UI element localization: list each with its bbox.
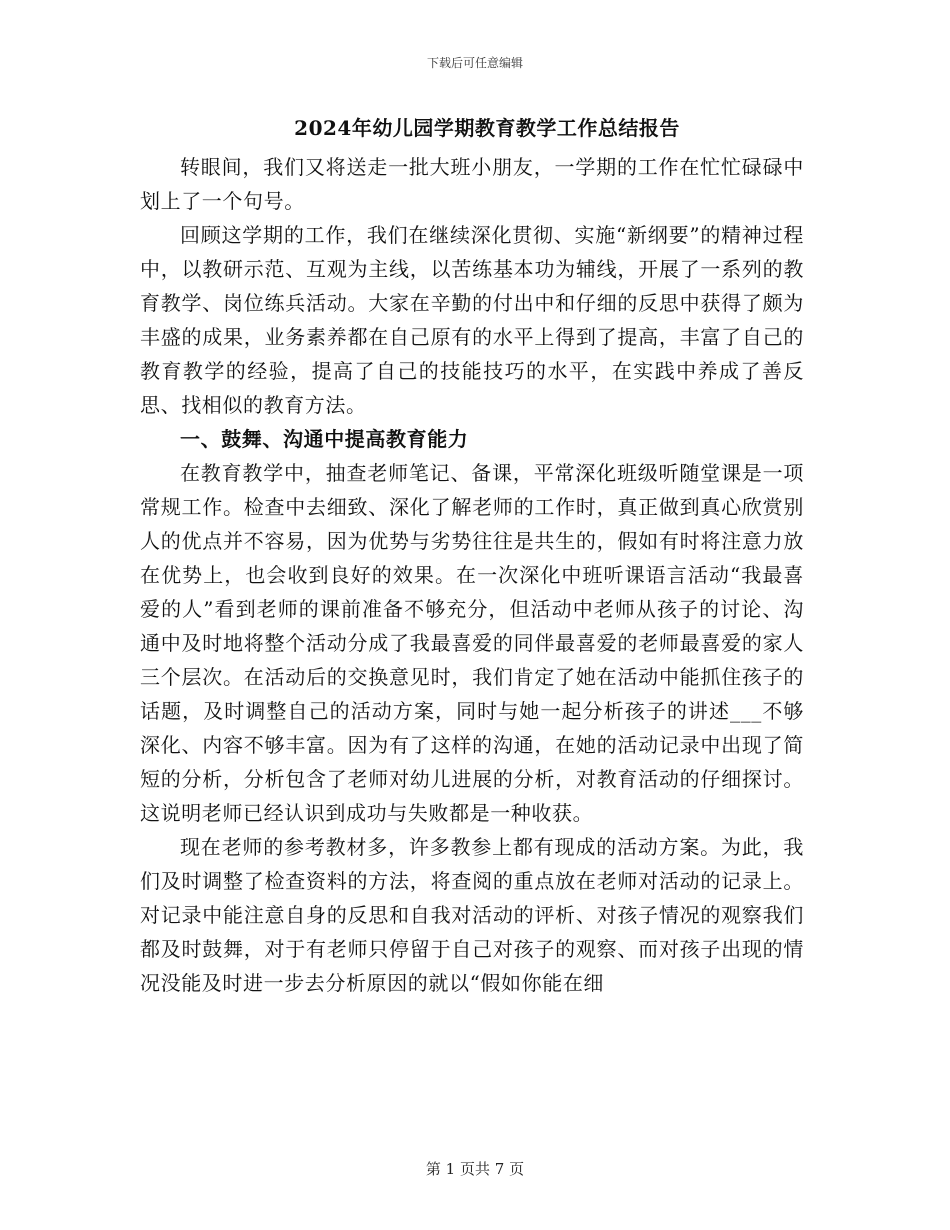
- paragraph-materials: 现在老师的参考教材多，许多教参上都有现成的活动方案。为此，我们及时调整了检查资料的方法，将查阅的重点放在老师对活动的记录上。对记录中能注意自身的反思和自我对活动的评析、对孩子情况的观察我们都及时鼓舞，对于有老师只停留于自己对孩子的观察、而对孩子出现的情况没能及时进一步去分析原因的就以“假如你能在细: [140, 835, 804, 995]
- paragraph-intro: 转眼间，我们又将送走一批大班小朋友，一学期的工作在忙忙碌碌中划上了一个句号。: [140, 155, 804, 213]
- section-heading-1: 一、鼓舞、沟通中提高教育能力: [180, 427, 469, 451]
- document-body: [140, 112, 804, 1000]
- paragraph-review: 回顾这学期的工作，我们在继续深化贯彻、实施“新纲要”的精神过程中，以教研示范、互观为主线，以苦练基本功为辅线，开展了一系列的教育教学、岗位练兵活动。大家在辛勤的付出中和仔细的反思中获得了颇为丰盛的成果，业务素养都在自己原有的水平上得到了提高，丰富了自己的教育教学的经验，提高了自己的技能技巧的水平，在实践中养成了善反思、找相似的教育方法。: [140, 223, 804, 417]
- header-note: 下载后可任意编辑: [426, 56, 523, 70]
- page-indicator: 第 1 页共 7 页: [425, 1160, 525, 1178]
- document-title: 2024年幼儿园学期教育教学工作总结报告: [294, 116, 680, 140]
- paragraph-section1-body: 在教育教学中，抽查老师笔记、备课，平常深化班级听随堂课是一项常规工作。检查中去细致、深化了解老师的工作时，真正做到真心欣赏别人的优点并不容易，因为优势与劣势往往是共生的，假如有时将注意力放在优势上，也会收到良好的效果。在一次深化中班听课语言活动“我最喜爱的人”看到老师的课前准备不够充分，但活动中老师从孩子的讨论、沟通中及时地将整个活动分成了我最喜爱的同伴最喜爱的老师最喜爱的家人三个层次。在活动后的交换意见时，我们肯定了她在活动中能抓住孩子的话题，及时调整自己的活动方案，同时与她一起分析孩子的讲述___不够深化、内容不够丰富。因为有了这样的沟通，在她的活动记录中出现了简短的分析，分析包含了老师对幼儿进展的分析，对教育活动的仔细探讨。这说明老师已经认识到成功与失败都是一种收获。: [140, 461, 804, 825]
